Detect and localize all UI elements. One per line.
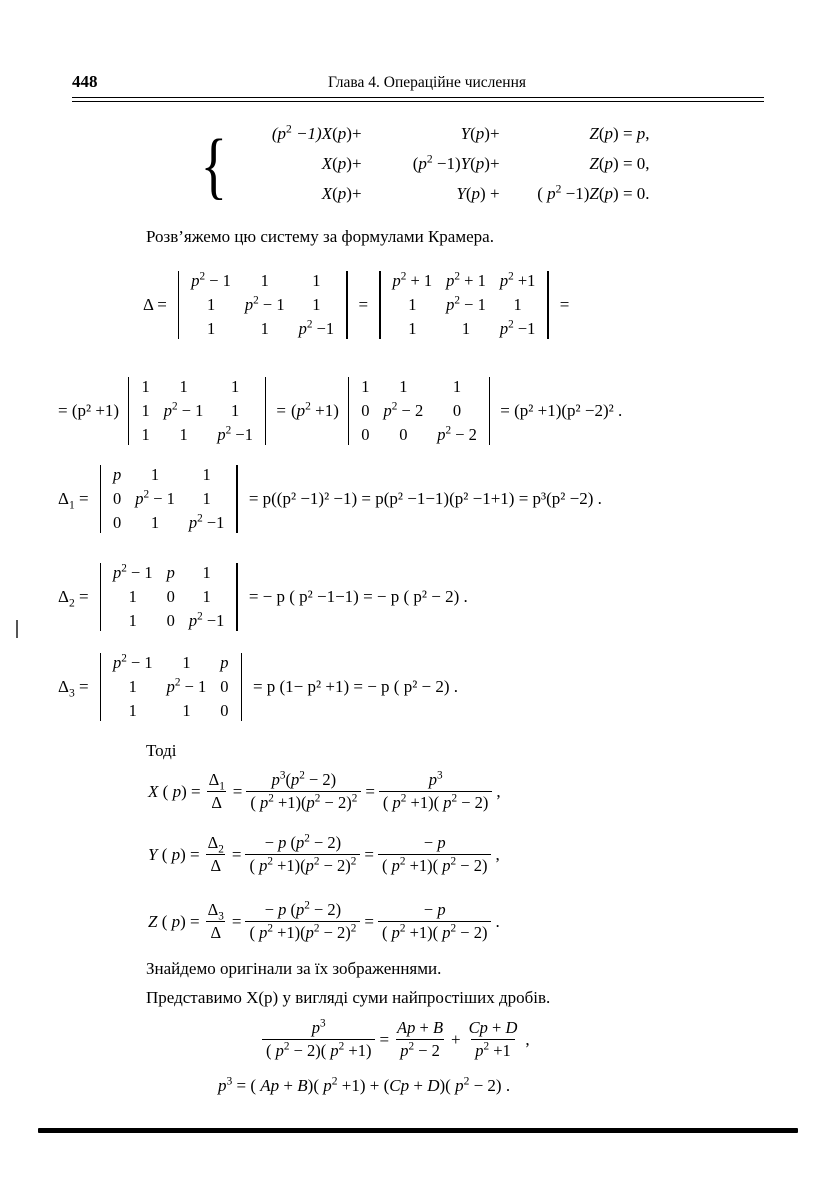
fraction-y-expanded: $\frac{- p (p^2 - 2)}{( p^2 +1)(p^2 - 2)^2}$ [245, 833, 360, 876]
fraction-term-ab: $\frac{Ap + B}{p^2 - 2}$ [397, 1018, 444, 1060]
paragraph-originals: Знайдемо оригінали за їх зображеннями. [146, 959, 442, 978]
chapter-title: Глава 4. Операційне числення [327, 74, 527, 91]
delta3-row: $\Delta_3$ = $p^2 - 1$ 1 p 1 $p^2 - 1$ 0 1 1 0 = p (1− p² +1) = − p ( p² − 2) . [58, 652, 459, 720]
header-divider [72, 97, 764, 98]
matrix-delta1: p 1 1 0 $p^2 - 1$ 1 0 1 $p^2 -1$ [95, 465, 243, 533]
fraction-x-simplified: $\frac{p^3}{( p^2 +1)( p^2 - 2)}$ [379, 770, 492, 813]
delta-factor: = (p² +1) [58, 401, 120, 420]
matrix-delta3: $p^2 - 1$ 1 p 1 $p^2 - 1$ 0 1 1 0 [95, 653, 247, 721]
paragraph-partial-fractions: Представимо X(p) у вигляді суми найпростіших дробів. [146, 988, 551, 1007]
matrix-delta-1: $p^2 - 1$ 1 1 1 $p^2 - 1$ 1 1 1 $p^2 -1$ [173, 271, 353, 339]
equation-row: $(p^2 -1)X(p)+$ Y(p)+ Z(p) = p, [271, 122, 650, 143]
equation-system [196, 124, 650, 208]
fraction-delta3-delta: $\frac{\Delta_3}{\Delta}$ [207, 900, 224, 942]
matrix-delta-2: $p^2 + 1$ $p^2 + 1$ $p^2 +1$ 1 $p^2 - 1$ 1 1 1 $p^2 -1$ [374, 271, 554, 339]
fraction-delta2-delta: $\frac{\Delta_2}{\Delta}$ [207, 833, 224, 875]
fraction-term-cd: $\frac{Cp + D}{p^2 +1}$ [468, 1018, 518, 1060]
page-header [72, 72, 762, 92]
fraction-delta1-delta: $\frac{\Delta_1}{\Delta}$ [208, 770, 225, 812]
fraction-z-simplified: $\frac{- p}{( p^2 +1)( p^2 - 2)}$ [378, 900, 491, 943]
fraction-z-expanded: $\frac{- p (p^2 - 2)}{( p^2 +1)(p^2 - 2)^2}$ [245, 900, 360, 943]
solution-x: X ( p) = $\frac{\Delta_1}{\Delta}$ = $\frac{p^3(p^2 - 2)}{( p^2 +1)(p^2 - 2)^2}$ = $\frac{p^3}{( p^2 +1)( p^2 - 2)}$ , [148, 769, 501, 812]
margin-tick-mark [16, 620, 18, 638]
delta1-result: = p((p² −1)² −1) = p(p² −1−1)(p² −1+1) = p³(p² −2) . [248, 489, 602, 508]
paragraph-cramer: Розв’яжемо цю систему за формулами Крамера. [146, 227, 494, 246]
delta2-result: = − p ( p² −1−1) = − p ( p² − 2) . [248, 587, 468, 606]
fraction-px-cubed: $\frac{p^3}{( p^2 - 2)( p^2 +1)}$ [262, 1018, 375, 1061]
delta3-result: = p (1− p² +1) = − p ( p² − 2) . [252, 677, 459, 696]
page-number: 448 [72, 72, 98, 91]
delta-definition: Δ = $p^2 - 1$ 1 1 1 $p^2 - 1$ 1 1 1 $p^2 -1$ = $p^2 + 1$ $p^2 + 1$ $p^2 +1$ 1 $p^2 - 1$ 1 1 1 $p^2 -1$ = [143, 270, 570, 338]
delta1-row: $\Delta_1$ = p 1 1 0 $p^2 - 1$ 1 0 1 $p^2 -1$ = p((p² −1)² −1) = p(p² −1−1)(p² −1+1) = p³(p² −2) . [58, 465, 602, 532]
equation-row: X(p)+ $(p^2 -1)Y(p)+$ Z(p) = 0, [321, 152, 650, 173]
solution-y: Y ( p) = $\frac{\Delta_2}{\Delta}$ = $\frac{- p (p^2 - 2)}{( p^2 +1)(p^2 - 2)^2}$ = $\frac{- p}{( p^2 +1)( p^2 - 2)}$ , [148, 832, 500, 875]
left-brace: { [200, 124, 228, 207]
paragraph-todi: Тоді [146, 741, 177, 760]
solution-z: Z ( p) = $\frac{\Delta_3}{\Delta}$ = $\frac{- p (p^2 - 2)}{( p^2 +1)(p^2 - 2)^2}$ = $\frac{- p}{( p^2 +1)( p^2 - 2)}$ . [148, 899, 500, 942]
matrix-delta-4: 1 1 1 0 $p^2 - 2$ 0 0 0 $p^2 - 2$ [343, 377, 495, 445]
delta-result: = (p² +1)(p² −2)² . [500, 401, 623, 420]
partial-fraction-equation: $\frac{p^3}{( p^2 - 2)( p^2 +1)}$ = $\frac{Ap + B}{p^2 - 2}$ + $\frac{Cp + D}{p^2 +1}$ , [258, 1018, 530, 1061]
equation-row: X(p)+ Y(p) + ( $p^2 -1)Z(p) = 0$. [321, 182, 650, 203]
matrix-delta2: $p^2 - 1$ p 1 1 0 1 1 0 $p^2 -1$ [95, 563, 243, 631]
header-divider-secondary [72, 101, 764, 102]
fraction-x-expanded: $\frac{p^3(p^2 - 2)}{( p^2 +1)(p^2 - 2)^2}$ [246, 770, 361, 813]
identity-equation: $p^3$ = ( Ap + B)( $p^2 +1) + (Cp + D)$( $p^2 - 2$) . [218, 1074, 511, 1095]
footer-divider [38, 1128, 798, 1133]
delta-expansion: = (p² +1) 1 1 1 1 $p^2 - 1$ 1 1 1 $p^2 -1$ = $(p^2 +1)$ 1 1 1 0 $p^2 - 2$ 0 0 0 $p^2 - 2$ = (p² +1)(p² −2)² . [58, 377, 623, 444]
fraction-y-simplified: $\frac{- p}{( p^2 +1)( p^2 - 2)}$ [378, 833, 491, 876]
matrix-delta-3: 1 1 1 1 $p^2 - 1$ 1 1 1 $p^2 -1$ [123, 377, 271, 445]
delta2-row: $\Delta_2$ = $p^2 - 1$ p 1 1 0 1 1 0 $p^2 -1$ = − p ( p² −1−1) = − p ( p² − 2) . [58, 562, 468, 630]
